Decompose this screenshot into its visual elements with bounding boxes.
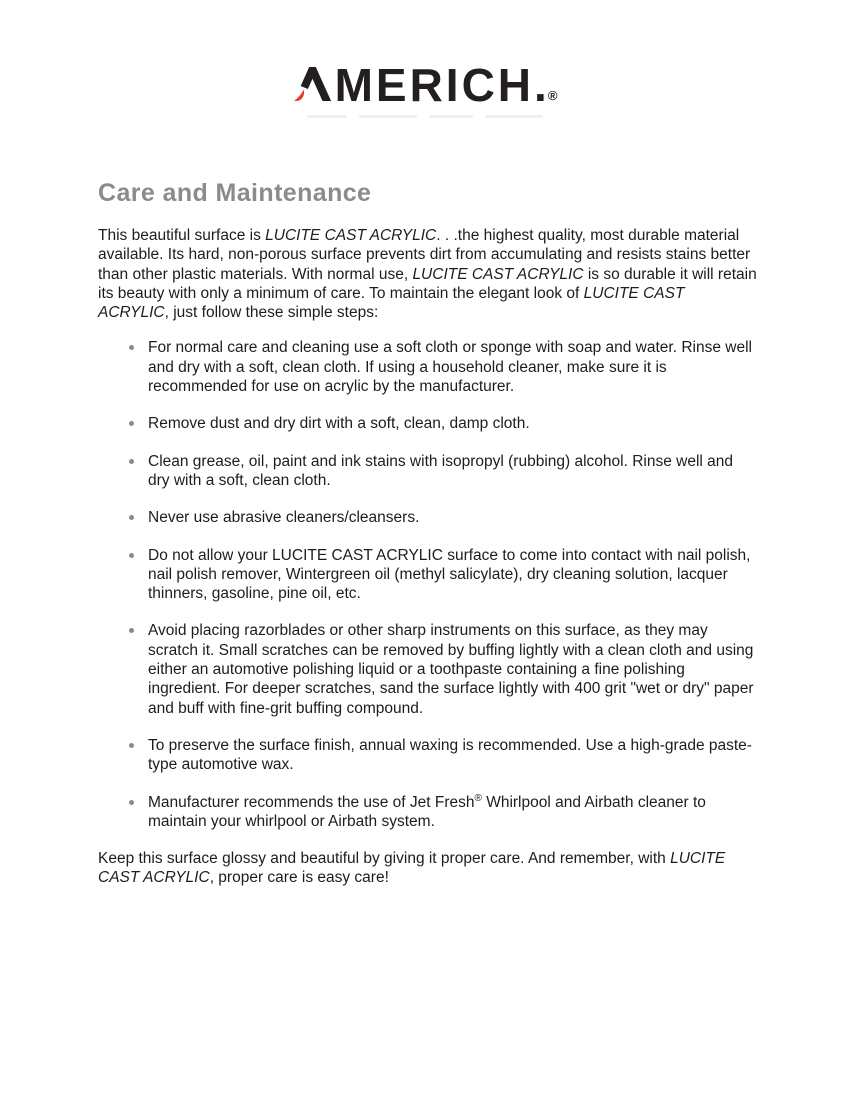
list-item: [98, 621, 757, 717]
bullet-marker: [129, 459, 134, 464]
list-item: [98, 793, 757, 832]
list-item: [98, 452, 757, 491]
closing-paragraph: Keep this surface glossy and beautiful by giving it proper care. And remember, with LUCITE CAST ACRYLIC, proper care is easy care!: [98, 850, 726, 887]
bullet-marker: [129, 421, 134, 426]
list-item: [98, 508, 757, 527]
bullet-marker: [129, 628, 134, 633]
care-steps-list: [98, 338, 757, 831]
bullet-marker: [129, 743, 134, 748]
bullet-marker: [129, 515, 134, 520]
intro-paragraph: This beautiful surface is LUCITE CAST ACRYLIC. . .the highest quality, most durable material available. Its hard, non-porous surface prevents dirt from accumulating and resists stains better than other plastic materials. With normal use, LUCITE CAST ACRYLIC is so durable it will retain its beauty with only a minimum of care. To maintain the elegant look of LUCITE CAST ACRYLIC, just follow these simple steps:: [98, 227, 757, 322]
list-item: [98, 414, 757, 433]
list-item-text: Manufacturer recommends the use of Jet Fresh® Whirlpool and Airbath cleaner to maintain your whirlpool or Airbath system.: [148, 792, 706, 830]
list-item-text: Do not allow your LUCITE CAST ACRYLIC surface to come into contact with nail polish, nail polish remover, Wintergreen oil (methyl salicylate), dry cleaning solution, lacquer thinners, gasoline, pine oil, etc.: [148, 546, 751, 603]
logo-tagline-faint: [0, 115, 850, 118]
logo-wordmark: [0, 59, 850, 111]
brand-logo: [0, 0, 850, 118]
list-item-text: Clean grease, oil, paint and ink stains with isopropyl (rubbing) alcohol. Rinse well and dry with a soft, clean cloth.: [148, 452, 734, 489]
list-item: [98, 546, 757, 604]
list-item-text: To preserve the surface finish, annual waxing is recommended. Use a high-grade paste-type automotive wax.: [148, 736, 752, 774]
list-item-text: Avoid placing razorblades or other sharp instruments on this surface, as they may scratch it. Small scratches can be removed by buffing lightly with a clean cloth and using either an automotive polishing liquid or a toothpaste containing a fine polishing ingredient. For deeper scratches, sand the surface lightly with 400 grit "wet or dry" paper and buff with fine-grit buffing compound.: [148, 622, 754, 717]
page-title: Care and Maintenance: [98, 179, 372, 207]
list-item: [98, 338, 757, 396]
registered-trademark-icon: ®: [547, 88, 558, 103]
list-item: [98, 736, 757, 775]
bullet-marker: [129, 553, 134, 558]
list-item-text: Remove dust and dry dirt with a soft, clean, damp cloth.: [148, 415, 530, 433]
bullet-marker: [129, 345, 134, 350]
list-item-text: Never use abrasive cleaners/cleansers.: [148, 509, 420, 527]
logo-wordmark-text: MERICH.: [334, 59, 550, 111]
americh-a-icon: [293, 67, 334, 101]
list-item-text: For normal care and cleaning use a soft cloth or sponge with soap and water. Rinse well and dry with a soft, clean cloth. If using a household cleaner, make sure it is recommended for use on acrylic by the manufacturer.: [148, 339, 752, 396]
bullet-marker: [129, 800, 134, 805]
